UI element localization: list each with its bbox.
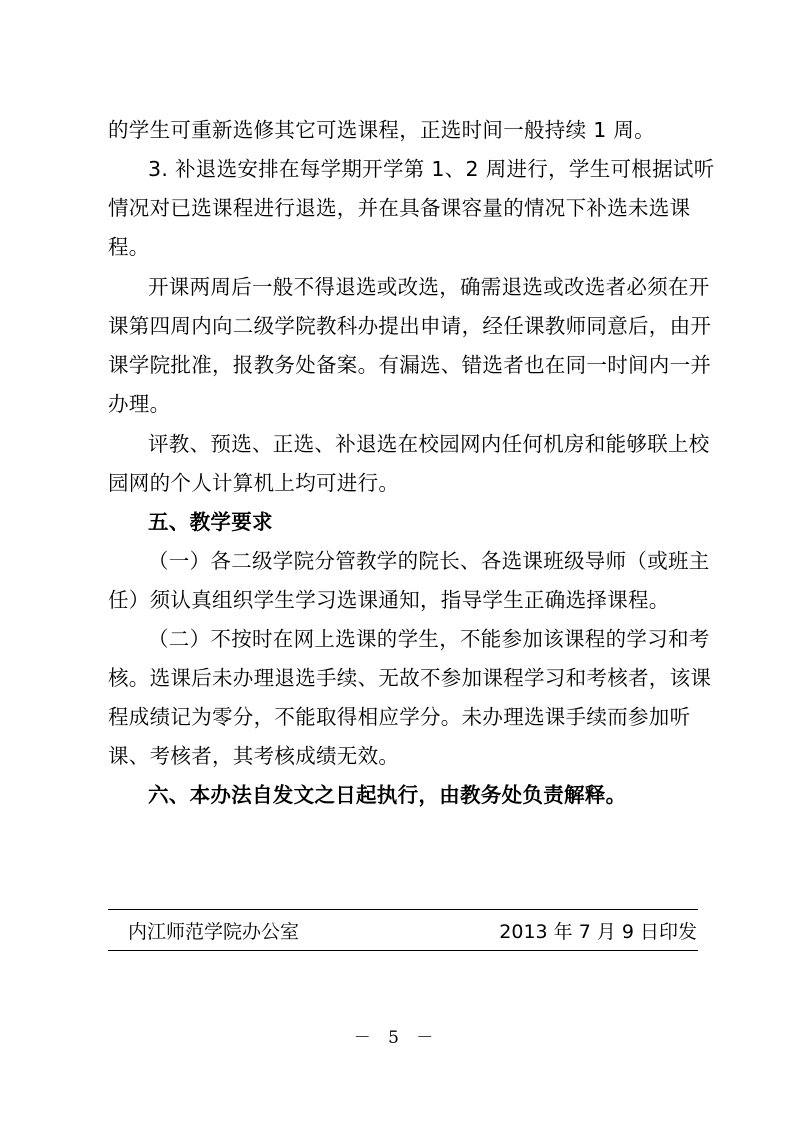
section-heading-five: 五、教学要求 (148, 510, 273, 534)
body-line-8: 办理。 (108, 392, 171, 416)
body-line-5: 开课两周后一般不得退选或改选，确需退选或改选者必须在开 (148, 275, 710, 299)
footer-bottom-rule (108, 950, 698, 951)
body-line-4: 程。 (108, 235, 150, 259)
body-line-14: （二）不按时在网上选课的学生，不能参加该课程的学习和考 (148, 627, 710, 651)
page-number: － 5 － (353, 1028, 440, 1048)
body-line-12: （一）各二级学院分管教学的院长、各选课班级导师（或班主 (148, 549, 710, 573)
body-line-7: 课学院批准，报教务处备案。有漏选、错选者也在同一时间内一并 (108, 353, 712, 377)
body-line-15: 核。选课后未办理退选手续、无故不参加课程学习和考核者，该课 (108, 666, 712, 690)
body-line-9: 评教、预选、正选、补退选在校园网内任何机房和能够联上校 (148, 432, 710, 456)
body-line-2: 3. 补退选安排在每学期开学第 1、2 周进行，学生可根据试听 (148, 157, 715, 181)
body-line-16: 程成绩记为零分，不能取得相应学分。未办理选课手续而参加听 (108, 705, 691, 729)
body-line-3: 情况对已选课程进行退选，并在具备课容量的情况下补选未选课 (108, 196, 691, 220)
footer-issuer: 内江师范学院办公室 (128, 921, 300, 943)
body-line-6: 课第四周内向二级学院教科办提出申请，经任课教师同意后，由开 (108, 314, 712, 338)
section-heading-six: 六、本办法自发文之日起执行，由教务处负责解释。 (148, 783, 627, 807)
footer-date: 2013 年 7 月 9 日印发 (499, 921, 697, 943)
body-line-10: 园网的个人计算机上均可进行。 (108, 471, 400, 495)
body-line-17: 课、考核者，其考核成绩无效。 (108, 744, 400, 768)
footer-top-rule (108, 909, 698, 910)
body-line-1: 的学生可重新选修其它可选课程，正选时间一般持续 1 周。 (108, 118, 655, 142)
body-line-13: 任）须认真组织学生学习选课通知，指导学生正确选择课程。 (108, 588, 670, 612)
